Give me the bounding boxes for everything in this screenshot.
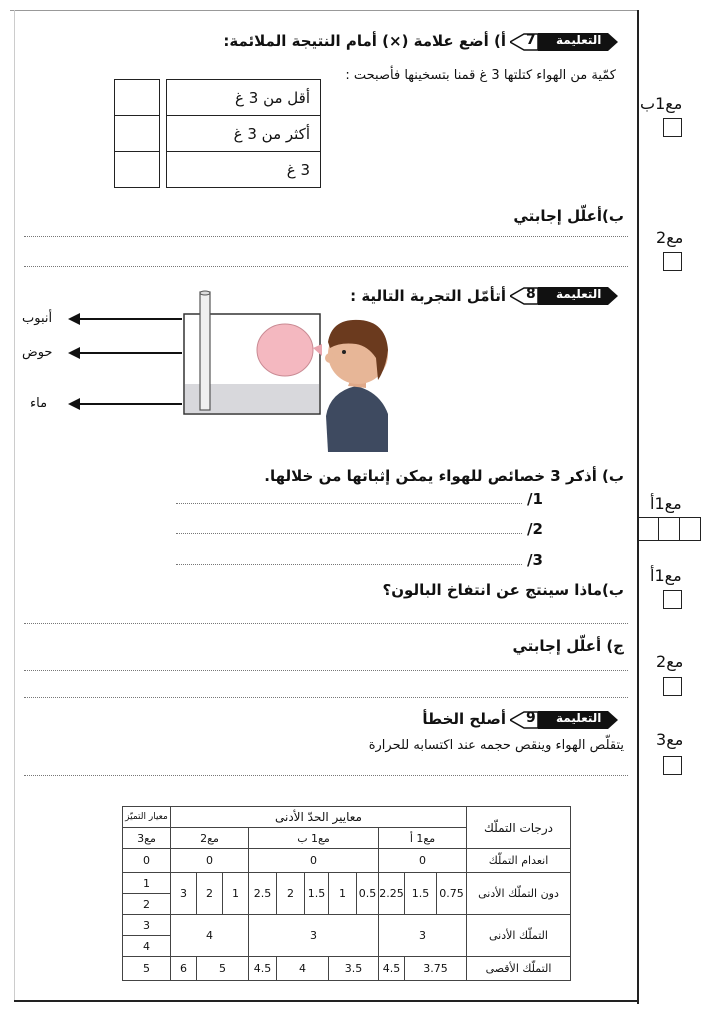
cell-below-c2-1: 1 [223,873,249,915]
cell-max-c2-1: 5 [197,957,249,981]
q7-option-3: 3 غ [167,152,321,188]
arrow-tube-head-icon [68,313,80,325]
q8-part-b-title: ب)ماذا سينتج عن انتفاخ البالون؟ [382,581,624,599]
cell-max-c1b-2: 4 [277,957,329,981]
q8-badge-label: التعليمة [556,287,602,301]
crit-q9: مع3 [656,730,684,749]
q8-item-1: 1/ [527,490,543,508]
row-min-label: التملّك الأدنى [467,915,571,957]
q7-badge-label: التعليمة [556,33,602,47]
score-box-q8a-3[interactable] [680,517,701,541]
label-tube: أنبوب [22,311,53,326]
score-box-q8a-1[interactable] [637,517,659,541]
cell-min-c2: 4 [171,915,249,957]
q8-item-3: 3/ [527,551,543,569]
th-levels: درجات التملّك [467,807,571,849]
q8-answer-3[interactable] [176,564,522,565]
grading-table [122,806,571,981]
cell-min-c3-1: 3 [123,915,171,936]
q7-statement: كمّية من الهواء كتلتها 3 غ قمنا بتسخينها فأصبحت : [345,68,616,83]
cell-below-c1b-2: 1 [329,873,357,915]
th-c2: مع2 [171,828,249,849]
q8-part-a-title: ب) أذكر 3 خصائص للهواء يمكن إثباتها من خلالها. [264,467,624,485]
cell-below-c1b-1: 0.5 [357,873,379,915]
q8-item-2: 2/ [527,520,543,538]
cell-max-c1b-3: 4.5 [249,957,277,981]
q8-c-answer-line-2[interactable] [24,697,628,698]
experiment-illustration [180,288,395,452]
th-excel-criteria: معيار التميّز [123,807,171,828]
score-box-q9[interactable] [663,756,682,775]
score-boxes-q8a [637,517,701,541]
q8-number: 8 [526,286,536,302]
label-basin: حوض [22,345,53,360]
label-water: ماء [30,396,48,411]
q7-checkbox-3[interactable] [115,152,160,188]
q7-answer-line-1[interactable] [24,236,628,237]
cell-below-c1b-4: 2 [277,873,305,915]
margin-divider [637,10,639,1004]
cell-min-c1a: 3 [379,915,467,957]
score-box-q8a-2[interactable] [659,517,680,541]
crit-q7a: مع1ب [640,94,683,113]
cell-below-c1a-3: 2.25 [379,873,405,915]
cell-none-c3: 0 [123,849,171,873]
q7-checkbox-2[interactable] [115,116,160,152]
cell-max-c2-2: 6 [171,957,197,981]
arrow-basin [76,352,182,354]
q7-part-b-title: ب)أعلّل إجابتي [513,207,624,225]
q8-title: أتأمّل التجربة التالية : [350,287,506,305]
q8-answer-2[interactable] [176,533,522,534]
q9-answer-line[interactable] [24,775,628,776]
frame-left-line [14,10,15,1000]
cell-none-c2: 0 [171,849,249,873]
cell-below-c2-3: 3 [171,873,197,915]
q9-badge [510,709,620,731]
q7-badge [510,31,620,53]
score-box-q7a[interactable] [663,118,682,137]
q9-badge-label: التعليمة [556,711,602,725]
q7-options-table [114,79,321,188]
q8-part-c-title: ج) أعلّل إجابتي [512,637,624,655]
q7-part-a-title: أ) أضع علامة (×) أمام النتيجة الملائمة: [223,32,506,50]
th-c1b: مع1 ب [249,828,379,849]
cell-min-c1b: 3 [249,915,379,957]
frame-top-line [10,10,639,11]
q9-title: أصلح الخطأ [422,710,506,728]
cell-none-c1a: 0 [379,849,467,873]
q7-option-2: أكثر من 3 غ [167,116,321,152]
cell-below-c3-1: 1 [123,873,171,894]
q8-b-answer-line[interactable] [24,623,628,624]
crit-q8a: مع1أ [650,494,682,513]
cell-below-c1a-2: 1.5 [405,873,437,915]
crit-q8b: مع1أ [650,566,682,585]
q7-checkbox-1[interactable] [115,80,160,116]
score-box-q7b[interactable] [663,252,682,271]
crit-q7b: مع2 [656,228,684,247]
cell-below-c2-2: 2 [197,873,223,915]
cell-below-c1a-1: 0.75 [437,873,467,915]
th-c3: مع3 [123,828,171,849]
score-box-q8c[interactable] [663,677,682,696]
crit-q8c: مع2 [656,652,684,671]
q9-number: 9 [526,710,536,726]
arrow-water-head-icon [68,398,80,410]
q8-badge [510,285,620,307]
cell-min-c3-2: 4 [123,936,171,957]
q8-c-answer-line-1[interactable] [24,670,628,671]
cell-max-c3: 5 [123,957,171,981]
th-min-criteria: معايير الحدّ الأدنى [171,807,467,828]
row-below-label: دون التملّك الأدنى [467,873,571,915]
cell-below-c3-2: 2 [123,894,171,915]
row-max-label: التملّك الأقصى [467,957,571,981]
q9-statement: يتقلّص الهواء وينقص حجمه عند اكتسابه للحرارة [368,738,624,753]
frame-bottom-line [14,1000,639,1002]
q7-number: 7 [526,32,536,48]
cell-max-c1b-1: 3.5 [329,957,379,981]
q7-answer-line-2[interactable] [24,266,628,267]
arrow-water [76,403,182,405]
row-none-label: انعدام التملّك [467,849,571,873]
q8-answer-1[interactable] [176,503,522,504]
arrow-tube [76,318,182,320]
cell-none-c1b: 0 [249,849,379,873]
cell-max-c1a-1: 3.75 [405,957,467,981]
cell-below-c1b-3: 1.5 [305,873,329,915]
score-box-q8b[interactable] [663,590,682,609]
cell-max-c1a-2: 4.5 [379,957,405,981]
arrow-basin-head-icon [68,347,80,359]
th-c1a: مع1 أ [379,828,467,849]
cell-below-c1b-5: 2.5 [249,873,277,915]
q7-option-1: أقل من 3 غ [167,80,321,116]
